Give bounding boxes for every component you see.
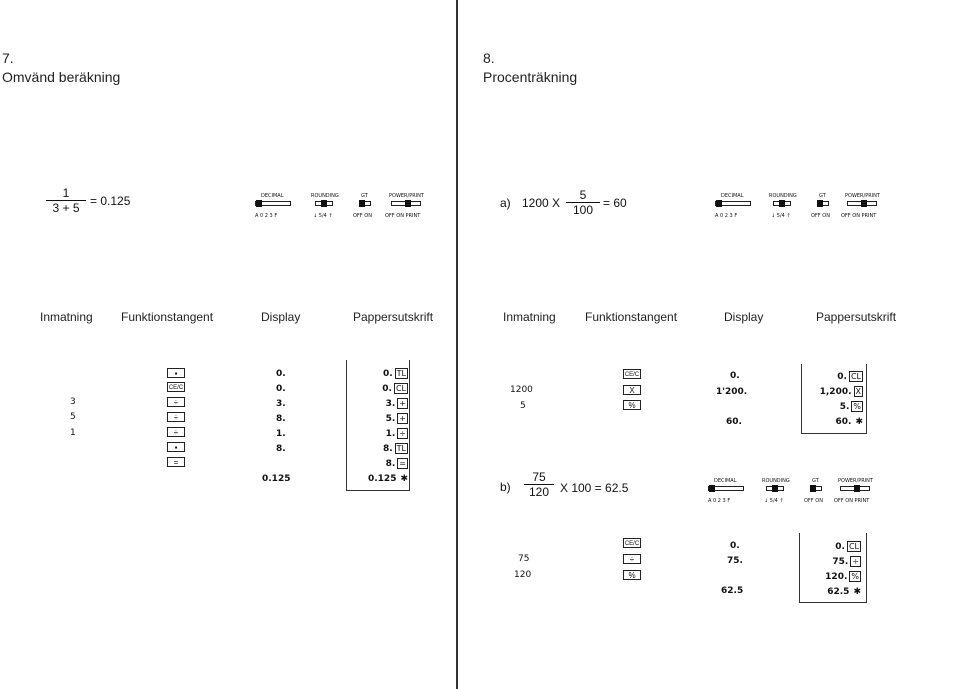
input-value: 5 <box>520 401 526 411</box>
formula-denominator: 3 + 5 <box>46 200 86 215</box>
header-display: Display <box>724 310 764 324</box>
input-value: 75 <box>518 554 530 564</box>
display-value: 8. <box>276 414 286 424</box>
display-value: 75. <box>727 556 743 566</box>
rounding-label: ROUNDING <box>762 478 790 484</box>
key-percent: % <box>623 400 641 410</box>
header-pappersutskrift: Pappersutskrift <box>353 310 434 324</box>
tape-line: 0.125 ✱ <box>367 474 408 484</box>
power-label: POWER/PRINT <box>838 478 873 484</box>
example-a-result: = 60 <box>603 196 627 210</box>
key-divide: ÷ <box>167 412 185 422</box>
tape-line: 75. ÷ <box>832 557 859 567</box>
rounding-knob <box>321 200 327 207</box>
power-ticks: OFF ON PRINT <box>841 213 877 219</box>
tape-line: 60. ✱ <box>835 417 863 427</box>
decimal-knob <box>716 200 722 207</box>
display-value: 8. <box>276 444 286 454</box>
example-a-numerator: 5 <box>579 188 587 202</box>
decimal-label: DECIMAL <box>714 478 737 484</box>
key-total: ▪ <box>167 442 185 452</box>
tape-line: 1,200. X <box>819 387 861 397</box>
rounding-label: ROUNDING <box>769 193 797 199</box>
header-inmatning: Inmatning <box>40 310 93 324</box>
power-label: POWER/PRINT <box>845 193 880 199</box>
rounding-label: ROUNDING <box>311 193 339 199</box>
formula-fraction <box>46 186 86 215</box>
example-b-label: b) <box>500 480 511 494</box>
example-b-fraction <box>524 470 554 499</box>
key-multiply: X <box>623 385 641 395</box>
tape-line: 3. + <box>385 399 406 409</box>
switch-panel-left <box>255 193 435 225</box>
tape-line: 8. TL <box>382 444 406 454</box>
switch-panel-right-b <box>708 478 888 510</box>
key-divide: ÷ <box>167 397 185 407</box>
formula-numerator: 1 <box>62 186 70 200</box>
example-b-numerator: 75 <box>532 470 546 484</box>
decimal-ticks: A 0 2 3 F <box>255 213 278 219</box>
header-funktionstangent: Funktionstangent <box>585 310 678 324</box>
paper-tape-left <box>346 360 410 491</box>
key-equals: = <box>167 457 185 467</box>
tape-line: 5. + <box>385 414 406 424</box>
switch-panel-right-a <box>715 193 895 225</box>
decimal-knob <box>709 485 715 492</box>
gt-knob <box>359 200 365 207</box>
display-value: 0. <box>276 384 286 394</box>
power-ticks: OFF ON PRINT <box>834 498 870 504</box>
section-title-omvand: Omvänd beräkning <box>2 69 121 85</box>
input-value: 1200 <box>510 385 533 395</box>
example-a-fraction <box>566 188 600 217</box>
key-ce-c: CE/C <box>623 538 641 548</box>
decimal-label: DECIMAL <box>261 193 284 199</box>
gt-ticks: OFF ON <box>353 213 372 219</box>
gt-label: GT <box>361 193 368 199</box>
header-inmatning: Inmatning <box>503 310 556 324</box>
tape-line: 0. CL <box>837 372 861 382</box>
input-value: 1 <box>70 428 76 438</box>
display-value: 0. <box>730 371 740 381</box>
rounding-ticks: ↓ 5/4 ↑ <box>771 213 791 219</box>
tape-line: 0. TL <box>382 369 406 379</box>
decimal-label: DECIMAL <box>721 193 744 199</box>
power-label: POWER/PRINT <box>389 193 424 199</box>
decimal-ticks: A 0 2 3 F <box>708 498 731 504</box>
tape-line: 0. CL <box>382 384 406 394</box>
example-b-denominator: 120 <box>524 484 554 499</box>
power-knob <box>405 200 411 207</box>
tape-line: 0. CL <box>835 542 859 552</box>
key-clear: ▪ <box>167 368 185 378</box>
gt-knob <box>817 200 823 207</box>
key-divide: ÷ <box>167 427 185 437</box>
tape-line: 120. % <box>825 572 859 582</box>
power-ticks: OFF ON PRINT <box>385 213 421 219</box>
key-percent: % <box>623 570 641 580</box>
tape-line: 62.5 ✱ <box>827 587 861 597</box>
rounding-ticks: ↓ 5/4 ↑ <box>313 213 333 219</box>
decimal-knob <box>256 200 262 207</box>
example-a-lhs: 1200 X <box>522 196 561 210</box>
section-title-procent: Procenträkning <box>483 69 578 85</box>
display-value: 1. <box>276 429 286 439</box>
input-value: 3 <box>70 397 76 407</box>
display-value: 3. <box>276 399 286 409</box>
display-value: 0. <box>276 369 286 379</box>
example-a-label: a) <box>500 196 511 210</box>
decimal-ticks: A 0 2 3 F <box>715 213 738 219</box>
display-value: 62.5 <box>721 586 744 596</box>
example-b-rest: X 100 = 62.5 <box>560 481 629 495</box>
gt-ticks: OFF ON <box>804 498 823 504</box>
display-value: 60. <box>726 417 742 427</box>
input-value: 120 <box>514 570 532 580</box>
rounding-ticks: ↓ 5/4 ↑ <box>764 498 784 504</box>
formula-result: = 0.125 <box>90 194 131 208</box>
rounding-knob <box>779 200 785 207</box>
key-divide: ÷ <box>623 554 641 564</box>
tape-line: 5. % <box>839 402 861 412</box>
power-knob <box>854 485 860 492</box>
display-value: 0. <box>730 541 740 551</box>
key-ce-c: CE/C <box>167 382 185 392</box>
gt-label: GT <box>819 193 826 199</box>
section-number-8: 8. <box>483 50 495 66</box>
input-value: 5 <box>70 412 76 422</box>
key-ce-c: CE/C <box>623 369 641 379</box>
rounding-knob <box>772 485 778 492</box>
tape-line: 8. = <box>385 459 406 469</box>
gt-ticks: OFF ON <box>811 213 830 219</box>
page-divider <box>456 0 458 689</box>
section-number-7: 7. <box>2 50 14 66</box>
header-display: Display <box>261 310 301 324</box>
header-funktionstangent: Funktionstangent <box>121 310 214 324</box>
power-knob <box>861 200 867 207</box>
display-value: 1'200. <box>716 387 748 397</box>
display-value: 0.125 <box>262 474 291 484</box>
tape-line: 1. ÷ <box>385 429 406 439</box>
header-pappersutskrift: Pappersutskrift <box>816 310 897 324</box>
gt-label: GT <box>812 478 819 484</box>
gt-knob <box>810 485 816 492</box>
example-a-denominator: 100 <box>566 202 600 217</box>
